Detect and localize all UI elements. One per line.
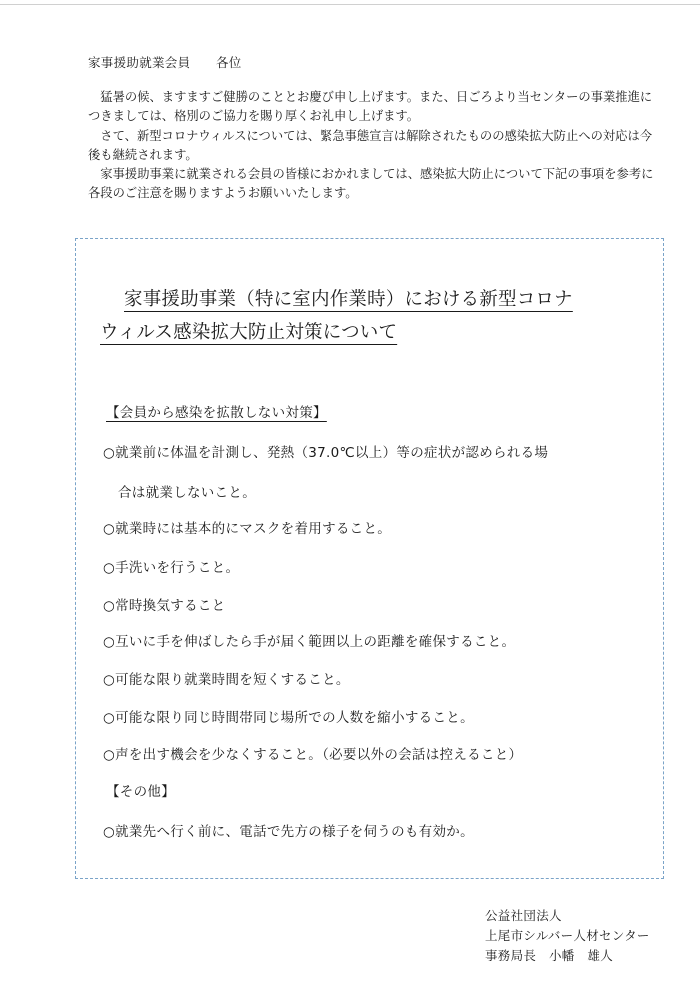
notice-title — [100, 283, 640, 349]
top-rule — [0, 4, 700, 5]
intro-paragraph: 猛暑の候、ますますご健勝のこととお慶び申し上げます。また、日ごろより当センターの事業推進につきましては、格別のご協力を賜り厚くお礼申し上げます。 — [88, 90, 653, 124]
org-type: 公益社団法人 — [485, 908, 562, 923]
list-item: ○可能な限り同じ時間帯同じ場所での人数を縮小すること。 — [103, 710, 474, 726]
org-name: 上尾市シルバー人材センター — [485, 928, 650, 943]
list-item: ○可能な限り就業時間を短くすること。 — [103, 672, 350, 688]
list-item: ○声を出す機会を少なくすること。（必要以外の会話は控えること） — [103, 747, 523, 763]
list-item: ○就業前に体温を計測し、発熱（37.0℃以上）等の症状が認められる場 — [103, 445, 549, 461]
list-item: ○互いに手を伸ばしたら手が届く範囲以上の距離を確保すること。 — [103, 634, 516, 650]
list-item: ○就業先へ行く前に、電話で先方の様子を伺うのも有効か。 — [103, 824, 474, 840]
list-item: ○常時換気すること — [103, 598, 226, 614]
section-heading-prevention: 【会員から感染を拡散しない対策】 — [106, 405, 327, 421]
notice-title-line2: ウィルス感染拡大防止対策について — [100, 322, 398, 343]
list-item-continuation: 合は就業しないこと。 — [118, 485, 256, 501]
section-heading-other: 【その他】 — [106, 784, 175, 800]
intro-paragraph: 家事援助事業に就業される会員の皆様におかれましては、感染拡大防止について下記の事項を参考に各段のご注意を賜りますようお願いいたします。 — [88, 167, 654, 201]
signature-block — [485, 906, 650, 966]
signer-name: 事務局長 小幡 雄人 — [485, 948, 614, 963]
list-item: ○手洗いを行うこと。 — [103, 560, 240, 576]
addressee-line: 家事援助就業会員 各位 — [88, 55, 242, 70]
list-item: ○就業時には基本的にマスクを着用すること。 — [103, 521, 392, 537]
intro-paragraph: さて、新型コロナウィルスについては、緊急事態宣言は解除されたものの感染拡大防止への対応は今後も継続されます。 — [88, 128, 653, 162]
notice-title-line1: 家事援助事業（特に室内作業時）における新型コロナ — [124, 289, 573, 310]
intro-text — [88, 88, 660, 204]
